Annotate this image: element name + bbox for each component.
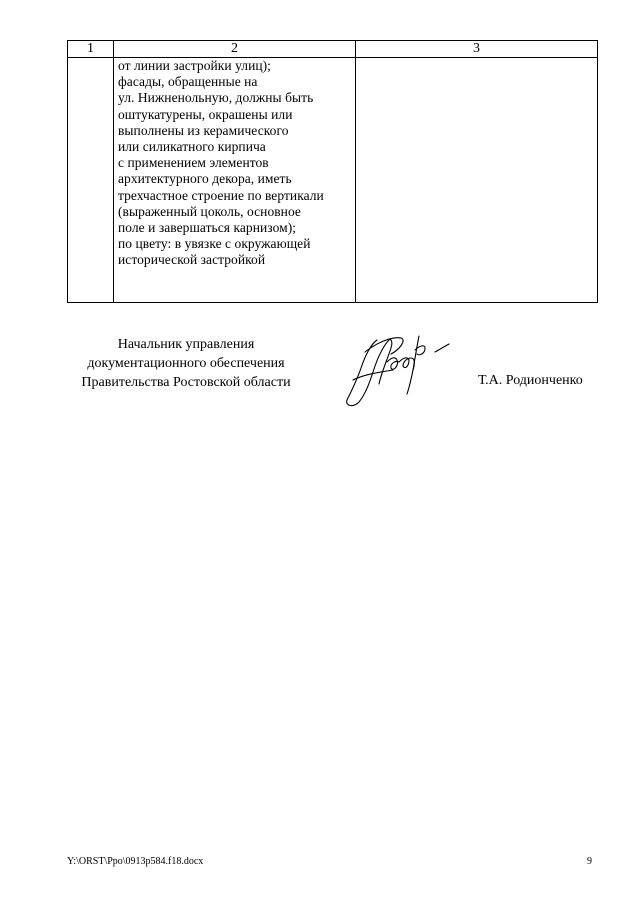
cell-text-line: трехчастное строение по вертикали bbox=[118, 187, 324, 203]
handwritten-signature bbox=[335, 322, 455, 410]
cell-text-line: от линии застройки улиц); bbox=[118, 58, 271, 73]
table-header-cell-3: 3 bbox=[356, 41, 598, 58]
signatory-title bbox=[55, 335, 317, 392]
table-cell-col2 bbox=[114, 58, 356, 303]
signatory-name: Т.А. Родионченко bbox=[478, 373, 583, 388]
page-number: 9 bbox=[587, 856, 592, 867]
footer-file-path: Y:\ORST\Ppo\0913p584.f18.docx bbox=[67, 856, 204, 867]
cell-text-line: фасады, обращенные на bbox=[118, 74, 258, 90]
signatory-title-line: документационного обеспечения bbox=[87, 356, 285, 371]
cell-text-line: или силикатного кирпича bbox=[118, 139, 266, 155]
table-cell-col1 bbox=[68, 58, 114, 303]
cell-text-line: исторической застройкой bbox=[118, 252, 266, 268]
table-header-row bbox=[68, 41, 598, 58]
signatory-title-line: Начальник управления bbox=[117, 337, 255, 352]
cell-text-line: ул. Нижненольную, должны быть bbox=[118, 90, 314, 106]
table-header-cell-1: 1 bbox=[68, 41, 114, 58]
table-row bbox=[68, 58, 598, 303]
signatory-title-line: Правительства Ростовской области bbox=[81, 375, 291, 390]
cell-text-line: оштукатурены, окрашены или bbox=[118, 106, 293, 122]
content-table bbox=[67, 40, 598, 303]
cell-text-line: поле и завершаться карнизом); bbox=[118, 220, 297, 236]
cell-text-line: с применением элементов bbox=[118, 155, 269, 171]
cell-text-line: (выраженный цоколь, основное bbox=[118, 203, 301, 219]
table-header-cell-2: 2 bbox=[114, 41, 356, 58]
table-cell-col3 bbox=[356, 58, 598, 303]
cell-text-line: по цвету: в увязке с окружающей bbox=[118, 236, 311, 252]
cell-text-line: выполнены из керамического bbox=[118, 122, 289, 138]
cell-text-line: архитектурного декора, иметь bbox=[118, 171, 292, 187]
